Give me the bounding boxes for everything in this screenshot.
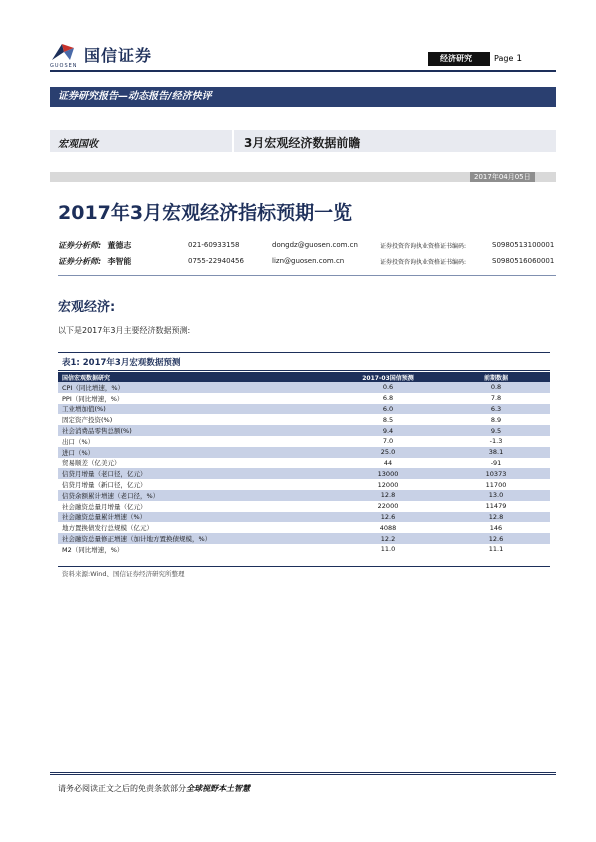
report-category: 宏观国收 bbox=[58, 139, 98, 150]
previous-cell: 0.8 bbox=[442, 382, 550, 393]
analyst-cert: S0980513100001 bbox=[492, 241, 555, 249]
forecast-cell: 7.0 bbox=[334, 436, 442, 447]
forecast-cell: 12000 bbox=[334, 479, 442, 490]
indicator-cell: 信贷余额累计增速（老口径，%） bbox=[58, 490, 334, 501]
guosen-logo-icon bbox=[50, 42, 76, 62]
previous-cell: 11479 bbox=[442, 501, 550, 512]
footer-disclaimer bbox=[58, 783, 250, 794]
section-title: 宏观经济: bbox=[58, 300, 116, 315]
analyst-phone: 021-60933158 bbox=[188, 241, 240, 249]
table-row bbox=[58, 393, 550, 404]
previous-cell: 13.0 bbox=[442, 490, 550, 501]
previous-cell: -1.3 bbox=[442, 436, 550, 447]
forecast-cell: 6.0 bbox=[334, 404, 442, 415]
analyst-label: 证券分析师: bbox=[58, 257, 102, 266]
footer-slogan: 全球视野本土智慧 bbox=[186, 784, 250, 793]
indicator-cell: 进口（%） bbox=[58, 447, 334, 458]
table-row bbox=[58, 425, 550, 436]
table-row bbox=[58, 544, 550, 555]
brand-name-en: GUOSEN bbox=[50, 63, 78, 69]
analyst-row bbox=[58, 240, 131, 251]
analyst-cert: S0980516060001 bbox=[492, 257, 555, 265]
table-top-rule bbox=[58, 352, 550, 353]
forecast-cell: 9.4 bbox=[334, 425, 442, 436]
previous-cell: 7.8 bbox=[442, 393, 550, 404]
analyst-email[interactable]: lizn@guosen.com.cn bbox=[272, 257, 345, 265]
analyst-cert-label: 证券投资咨询执业资格证书编码: bbox=[380, 243, 467, 250]
column-header: 国信宏观数据研究 bbox=[58, 372, 334, 382]
indicator-cell: 社会融资总量累计增速（%） bbox=[58, 512, 334, 523]
forecast-cell: 12.8 bbox=[334, 490, 442, 501]
indicator-cell: 社会消费品零售总额(%) bbox=[58, 425, 334, 436]
footer-rule bbox=[50, 772, 556, 773]
analyst-row bbox=[58, 256, 131, 267]
previous-cell: -91 bbox=[442, 458, 550, 469]
previous-cell: 9.5 bbox=[442, 425, 550, 436]
analyst-name: 李智能 bbox=[107, 257, 132, 266]
intro-text: 以下是2017年3月主要经济数据预测: bbox=[58, 326, 191, 335]
footer-text: 请务必阅读正文之后的免责条款部分 bbox=[58, 784, 186, 793]
analyst-email[interactable]: dongdz@guosen.com.cn bbox=[272, 241, 358, 249]
forecast-cell: 13000 bbox=[334, 468, 442, 479]
analyst-rule bbox=[58, 275, 556, 276]
forecast-cell: 12.2 bbox=[334, 533, 442, 544]
forecast-cell: 8.5 bbox=[334, 414, 442, 425]
forecast-cell: 44 bbox=[334, 458, 442, 469]
indicator-cell: 地方置换债发行总规模（亿元） bbox=[58, 522, 334, 533]
brand-name: 国信证券 bbox=[84, 46, 153, 65]
table-row bbox=[58, 479, 550, 490]
indicator-cell: 信贷月增量（新口径，亿元） bbox=[58, 479, 334, 490]
previous-cell: 11700 bbox=[442, 479, 550, 490]
table-source: 资料来源:Wind、国信证券经济研究所整理 bbox=[62, 570, 185, 578]
header-tag: 经济研究 bbox=[428, 52, 490, 66]
page-number: 1 bbox=[516, 54, 523, 64]
previous-cell: 11.1 bbox=[442, 544, 550, 555]
forecast-cell: 25.0 bbox=[334, 447, 442, 458]
indicator-cell: M2（同比增速，%） bbox=[58, 544, 334, 555]
table-row bbox=[58, 382, 550, 393]
indicator-cell: 固定资产投资(%) bbox=[58, 414, 334, 425]
forecast-cell: 12.6 bbox=[334, 512, 442, 523]
analyst-name: 董德志 bbox=[107, 241, 132, 250]
previous-cell: 12.8 bbox=[442, 512, 550, 523]
table-bottom-rule bbox=[58, 566, 550, 567]
table-row bbox=[58, 468, 550, 479]
indicator-cell: PPI（同比增速，%） bbox=[58, 393, 334, 404]
previous-cell: 38.1 bbox=[442, 447, 550, 458]
table-row bbox=[58, 414, 550, 425]
report-date: 2017年04月05日 bbox=[470, 172, 535, 182]
footer-rule bbox=[50, 774, 556, 775]
page-indicator bbox=[494, 52, 522, 66]
indicator-cell: 信贷月增量（老口径，亿元） bbox=[58, 468, 334, 479]
table-row bbox=[58, 458, 550, 469]
indicator-cell: 社会融资总量修正增速（加计地方置换债规模，%） bbox=[58, 533, 334, 544]
previous-cell: 10373 bbox=[442, 468, 550, 479]
indicator-cell: CPI（同比增速，%） bbox=[58, 382, 334, 393]
previous-cell: 12.6 bbox=[442, 533, 550, 544]
report-subject: 3月宏观经济数据前瞻 bbox=[244, 136, 361, 150]
indicator-cell: 贸易顺差（亿美元） bbox=[58, 458, 334, 469]
analyst-cert-label: 证券投资咨询执业资格证书编码: bbox=[380, 259, 467, 266]
previous-cell: 8.9 bbox=[442, 414, 550, 425]
band-separator bbox=[232, 130, 234, 152]
forecast-cell: 6.8 bbox=[334, 393, 442, 404]
page-title: 2017年3月宏观经济指标预期一览 bbox=[58, 202, 353, 224]
indicator-cell: 社会融资总量月增量（亿元） bbox=[58, 501, 334, 512]
previous-cell: 146 bbox=[442, 522, 550, 533]
analyst-phone: 0755-22940456 bbox=[188, 257, 244, 265]
table-row bbox=[58, 404, 550, 415]
table-row bbox=[58, 501, 550, 512]
forecast-table bbox=[58, 372, 550, 555]
previous-cell: 6.3 bbox=[442, 404, 550, 415]
table-row bbox=[58, 490, 550, 501]
table-row bbox=[58, 522, 550, 533]
forecast-cell: 22000 bbox=[334, 501, 442, 512]
forecast-cell: 4088 bbox=[334, 522, 442, 533]
forecast-cell: 0.6 bbox=[334, 382, 442, 393]
forecast-cell: 11.0 bbox=[334, 544, 442, 555]
indicator-cell: 出口（%） bbox=[58, 436, 334, 447]
indicator-cell: 工业增加值(%) bbox=[58, 404, 334, 415]
column-header: 2017-03国信预测 bbox=[334, 372, 442, 382]
table-row bbox=[58, 533, 550, 544]
header-rule bbox=[50, 70, 556, 72]
table-header-row bbox=[58, 372, 550, 382]
report-type-band: 证券研究报告—动态报告/经济快评 bbox=[50, 87, 556, 107]
page-label: Page bbox=[494, 54, 514, 63]
column-header: 前期数据 bbox=[442, 372, 550, 382]
table-title-rule bbox=[58, 370, 550, 371]
table-title: 表1: 2017年3月宏观数据预测 bbox=[62, 358, 181, 368]
table-row bbox=[58, 512, 550, 523]
table-row bbox=[58, 436, 550, 447]
analyst-label: 证券分析师: bbox=[58, 241, 102, 250]
table-row bbox=[58, 447, 550, 458]
